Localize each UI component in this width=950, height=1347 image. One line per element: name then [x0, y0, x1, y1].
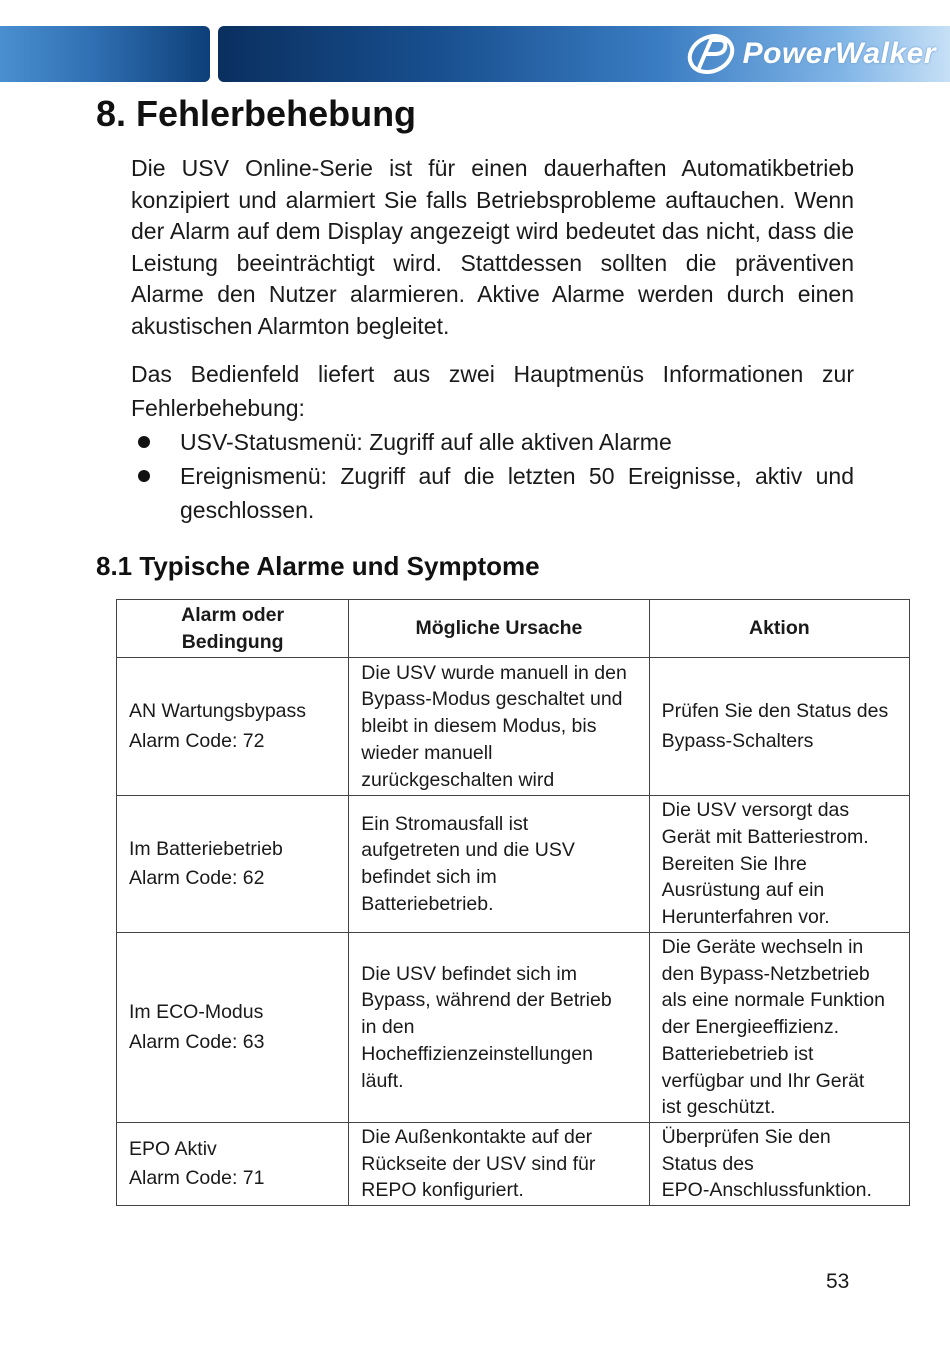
table-row [117, 796, 910, 933]
bullet-text: USV-Statusmenü: Zugriff auf alle aktiven Alarme [180, 429, 672, 455]
condition-line: AN Wartungsbypass [129, 700, 307, 722]
action-line: verfügbar und Ihr Gerät [661, 1069, 865, 1092]
action-line: Ausrüstung auf ein [661, 879, 825, 902]
table-row [117, 1123, 910, 1206]
condition-line: Im Batteriebetrieb [129, 837, 283, 860]
bullet-dot-icon [138, 436, 150, 448]
cell-cause [349, 796, 649, 933]
alarm-table [116, 599, 910, 1206]
cause-line: wieder manuell [361, 741, 493, 764]
action-line: Prüfen Sie den Status des [661, 700, 889, 722]
action-line: als eine normale Funktion [661, 989, 885, 1012]
header-condition [117, 600, 349, 658]
cause-line: Die Außenkontakte auf der [361, 1125, 593, 1148]
intro-paragraph: Die USV Online-Serie ist für einen dauerhaften Automatikbetrieb konzipiert und alarmiert Sie falls Betriebsprobleme auftauchen. Wenn der Alarm auf dem Display angezeigt wird bedeutet das nicht, dass die Leistung beeinträchtigt wird. Stattdessen sollten die präventiven Alarme den Nutzer alarmieren. Aktive Alarme werden durch einen akustischen Alarmton begleitet. [131, 155, 854, 339]
condition-line: EPO Aktiv [129, 1137, 217, 1160]
action-line: Herunterfahren vor. [661, 906, 830, 929]
cause-line: läuft. [361, 1069, 404, 1092]
header-cause: Mögliche Ursache [349, 600, 649, 658]
table-row [117, 658, 910, 796]
cause-line: aufgetreten und die USV [361, 839, 575, 862]
bullet-dot-icon [138, 470, 150, 482]
condition-line: Im ECO-Modus [129, 1001, 264, 1023]
cause-line: in den [361, 1016, 415, 1039]
cause-line: befindet sich im [361, 866, 497, 888]
cell-action [649, 796, 909, 933]
panel-info-paragraph: Das Bedienfeld liefert aus zwei Hauptmenüs Informationen zur Fehlerbehebung: [131, 361, 854, 421]
cell-condition [117, 796, 349, 933]
action-line: ist geschützt. [661, 1096, 776, 1119]
cell-action [649, 1123, 909, 1206]
table-header-row [117, 600, 910, 658]
condition-line: Alarm Code: 71 [129, 1167, 265, 1189]
action-line: Die USV versorgt das [661, 799, 850, 822]
bullet-item [131, 425, 854, 459]
cell-condition [117, 933, 349, 1123]
action-line: Status des [661, 1152, 754, 1175]
action-line: EPO-Anschlussfunktion. [661, 1179, 872, 1202]
brand-name: PowerWalker [742, 37, 936, 70]
cause-line: Rückseite der USV sind für [361, 1152, 596, 1175]
action-line: Bereiten Sie Ihre [661, 852, 807, 875]
action-line: der Energieeffizienz. [661, 1016, 840, 1039]
cause-line: Hocheffizienzeinstellungen [361, 1042, 593, 1065]
action-line: Gerät mit Batteriestrom. [661, 825, 869, 848]
cause-line: Bypass-Modus geschaltet und [361, 688, 623, 711]
cell-action [649, 658, 909, 796]
subsection-title: 8.1 Typische Alarme und Symptome [96, 551, 540, 581]
cause-line: Die USV befindet sich im [361, 962, 577, 985]
cell-condition [117, 1123, 349, 1206]
action-line: Die Geräte wechseln in [661, 936, 864, 959]
action-line: Batteriebetrieb ist [661, 1042, 814, 1065]
condition-line: Alarm Code: 62 [129, 867, 265, 889]
cause-line: REPO konfiguriert. [361, 1179, 524, 1202]
cell-condition [117, 658, 349, 796]
action-line: Überprüfen Sie den [661, 1125, 831, 1148]
page-number: 53 [826, 1270, 850, 1293]
bullet-text: Ereignismenü: Zugriff auf die letzten 50 Ereignisse, aktiv und geschlossen. [180, 463, 854, 523]
bullet-item [131, 459, 854, 527]
cause-line: Ein Stromausfall ist [361, 812, 529, 835]
cell-action [649, 933, 909, 1123]
cell-cause [349, 658, 649, 796]
header-banner [0, 26, 950, 82]
action-line: Bypass-Schalters [661, 729, 814, 752]
action-line: den Bypass-Netzbetrieb [661, 962, 870, 985]
menu-bullet-list [131, 425, 854, 527]
condition-line: Alarm Code: 63 [129, 1030, 265, 1053]
cause-line: zurückgeschalten wird [361, 768, 555, 791]
condition-line: Alarm Code: 72 [129, 729, 265, 752]
cell-cause [349, 933, 649, 1123]
cause-line: Die USV wurde manuell in den [361, 661, 627, 684]
powerwalker-swirl-icon [685, 32, 737, 76]
table-row [117, 933, 910, 1123]
cause-line: Bypass, während der Betrieb [361, 989, 612, 1012]
cause-line: Batteriebetrieb. [361, 892, 494, 915]
brand-logo [685, 30, 936, 78]
cell-cause [349, 1123, 649, 1206]
header-action: Aktion [649, 600, 909, 658]
header-condition-line: Alarm oder [181, 603, 285, 626]
section-title: 8. Fehlerbehebung [96, 93, 417, 134]
cause-line: bleibt in diesem Modus, bis [361, 715, 597, 738]
header-condition-line: Bedingung [181, 630, 284, 653]
banner-left-segment [0, 26, 210, 82]
